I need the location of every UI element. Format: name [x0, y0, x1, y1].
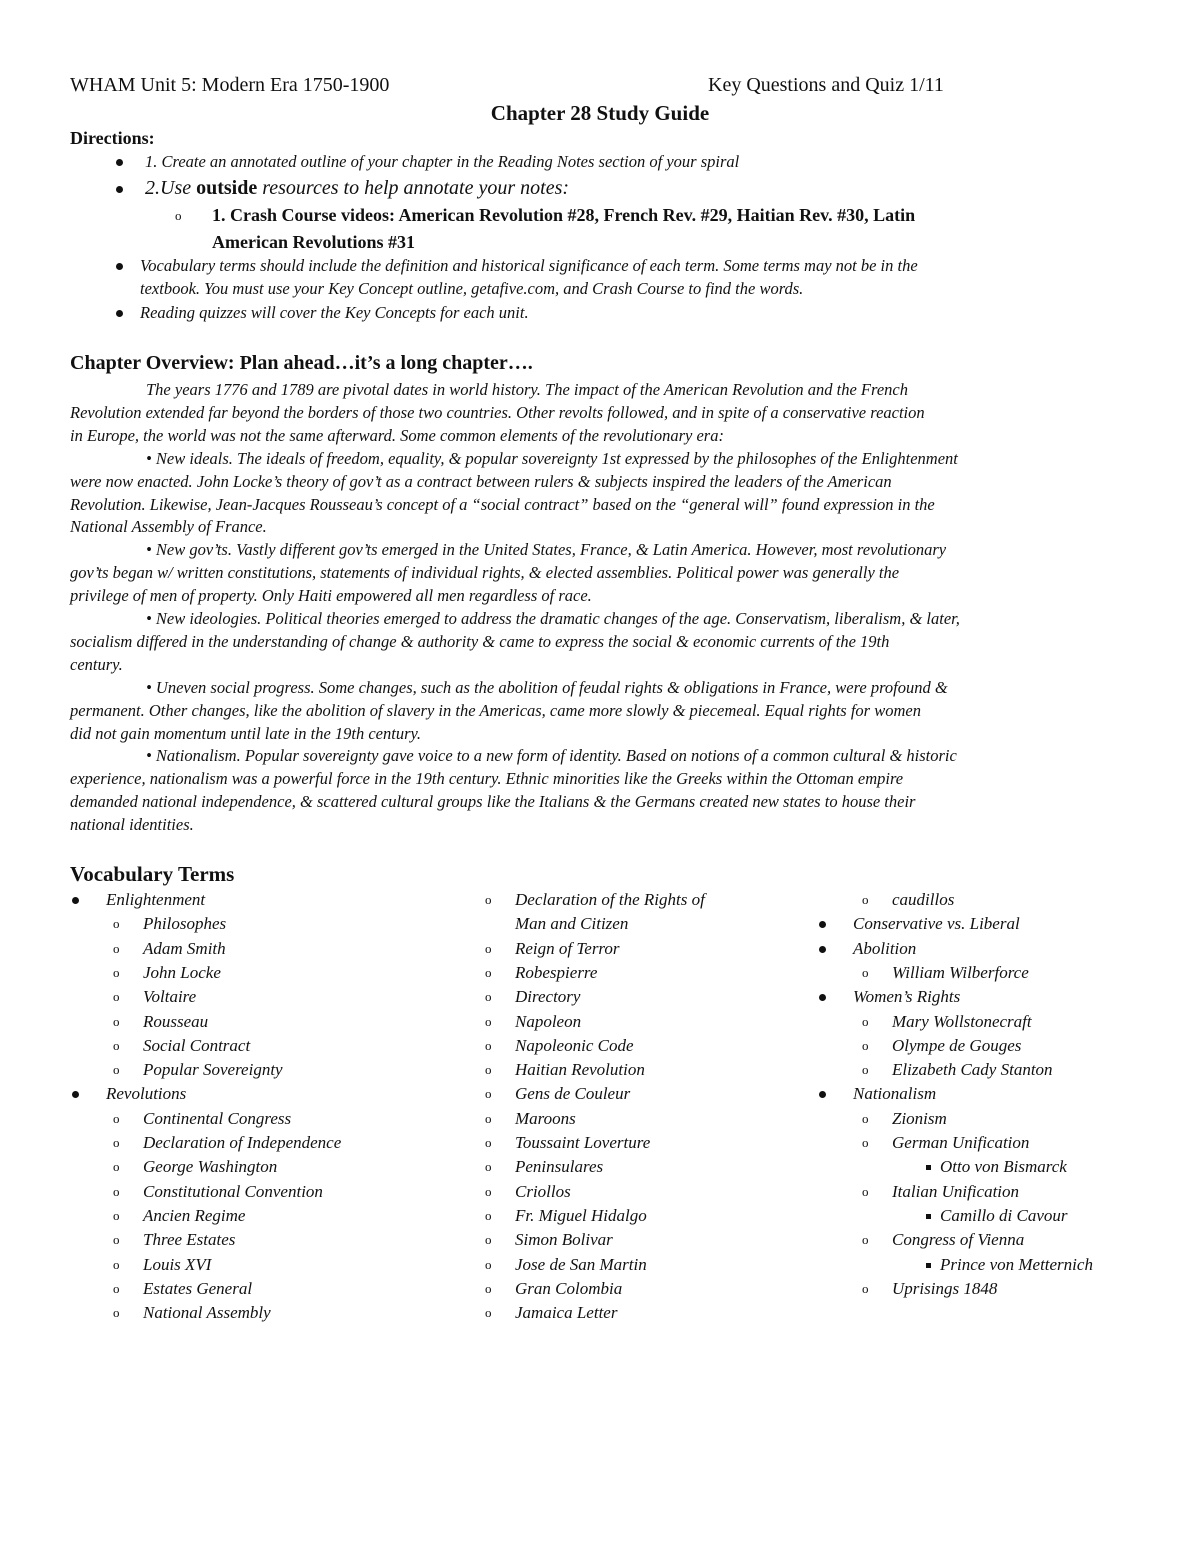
vocab-term: Napoleonic Code	[515, 1035, 634, 1055]
circle-bullet-icon: o	[485, 1232, 492, 1248]
vocab-term: Jose de San Martin	[515, 1254, 647, 1274]
bullet-icon	[116, 159, 123, 166]
bullet-icon	[116, 186, 123, 193]
vocab-term: Toussaint Loverture	[515, 1133, 651, 1152]
circle-bullet-icon: o	[485, 940, 492, 956]
vocab-term: Maroons	[515, 1108, 576, 1128]
bullet-icon	[116, 263, 123, 270]
circle-bullet-icon: o	[485, 989, 492, 1005]
circle-bullet-icon: o	[113, 989, 120, 1005]
vocab-term: George Washington	[143, 1157, 278, 1177]
vocab-term: Directory	[515, 987, 581, 1007]
overview-line: were now enacted. John Locke’s theory of gov’t as a contract between rulers & subjects inspired the leaders of the American	[70, 471, 892, 491]
vocab-term: caudillos	[892, 890, 955, 909]
vocab-term: Congress of Vienna	[892, 1230, 1025, 1250]
vocab-term: Conservative vs. Liberal	[853, 914, 1020, 934]
vocab-term: William Wilberforce	[892, 962, 1029, 982]
circle-bullet-icon: o	[485, 1135, 492, 1150]
vocab-term: Continental Congress	[143, 1108, 292, 1128]
direction-item-2	[145, 177, 569, 200]
bullet-icon	[819, 921, 826, 928]
vocab-term: Voltaire	[143, 987, 197, 1007]
circle-bullet-icon: o	[175, 208, 182, 223]
circle-bullet-icon: o	[113, 1037, 120, 1053]
vocab-term: Zionism	[892, 1108, 947, 1128]
vocab-term: Revolutions	[106, 1084, 187, 1104]
square-bullet-icon	[926, 1263, 931, 1268]
direction-item-4: Reading quizzes will cover the Key Concepts for each unit.	[140, 303, 529, 322]
circle-bullet-icon: o	[862, 1183, 869, 1199]
circle-bullet-icon: o	[485, 1183, 492, 1199]
circle-bullet-icon: o	[113, 1135, 120, 1150]
square-bullet-icon	[926, 1214, 931, 1219]
bullet-icon	[72, 1091, 79, 1098]
vocab-term: Constitutional Convention	[143, 1181, 323, 1201]
overview-line: • Uneven social progress. Some changes, such as the abolition of feudal rights & obligations in France, were profound &	[146, 677, 948, 697]
header-left: WHAM Unit 5: Modern Era 1750-1900	[70, 74, 390, 96]
circle-bullet-icon: o	[862, 1280, 869, 1296]
circle-bullet-icon: o	[113, 1280, 120, 1296]
circle-bullet-icon: o	[113, 1013, 120, 1029]
circle-bullet-icon: o	[113, 1110, 120, 1126]
vocabulary-heading: Vocabulary Terms	[70, 862, 235, 886]
overview-line: The years 1776 and 1789 are pivotal dates in world history. The impact of the American Revolution and the French	[146, 380, 908, 399]
vocab-term: Simon Bolivar	[515, 1230, 613, 1250]
page-title: Chapter 28 Study Guide	[490, 101, 710, 125]
circle-bullet-icon: o	[862, 1037, 869, 1053]
header-right: Key Questions and Quiz 1/11	[708, 74, 944, 96]
direction-item-2-post: resources to help annotate your notes:	[257, 177, 570, 199]
vocab-term: Louis XVI	[143, 1254, 212, 1274]
vocab-term: Napoleon	[515, 1011, 582, 1031]
overview-heading: Chapter Overview: Plan ahead…it’s a long chapter….	[70, 352, 533, 374]
direction-item-2-bold: outside	[196, 177, 258, 199]
direction-item-3-line-1: Vocabulary terms should include the definition and historical significance of each term. Some terms may not be in the	[140, 256, 918, 275]
circle-bullet-icon: o	[113, 964, 120, 980]
circle-bullet-icon: o	[862, 1110, 869, 1126]
overview-line: • New gov’ts. Vastly different gov’ts emerged in the United States, France, & Latin America. However, most revolutionary	[146, 540, 947, 560]
overview-line: privilege of men of property. Only Haiti empowered all men regardless of race.	[70, 586, 592, 606]
circle-bullet-icon: o	[113, 1207, 120, 1223]
overview-line: socialism differed in the understanding of change & authority & came to express the social & economic currents of the 19th	[70, 631, 890, 651]
overview-line: Revolution extended far beyond the borders of those two countries. Other revolts followed, and in spite of a conservative reaction	[70, 402, 925, 422]
vocab-term: Social Contract	[143, 1035, 251, 1055]
direction-item-1: 1. Create an annotated outline of your chapter in the Reading Notes section of your spiral	[145, 152, 740, 171]
circle-bullet-icon: o	[113, 916, 120, 932]
vocab-term: Reign of Terror	[515, 938, 620, 958]
vocab-term: Gens de Couleur	[515, 1084, 631, 1104]
overview-line: in Europe, the world was not the same afterward. Some common elements of the revolutionary era:	[70, 425, 724, 445]
vocab-term: John Locke	[143, 962, 221, 982]
bullet-icon	[819, 946, 826, 953]
vocab-term: Nationalism	[853, 1084, 937, 1104]
circle-bullet-icon: o	[862, 1232, 869, 1248]
overview-line: national identities.	[70, 815, 194, 835]
vocab-term: Jamaica Letter	[515, 1303, 618, 1323]
vocab-term: Estates General	[143, 1278, 253, 1298]
vocab-term: Ancien Regime	[143, 1205, 246, 1225]
vocab-term: Robespierre	[515, 962, 598, 982]
vocab-term: Enlightenment	[106, 890, 206, 909]
bullet-icon	[819, 1091, 826, 1098]
vocab-term: Popular Sovereignty	[143, 1060, 283, 1080]
vocab-term: Philosophes	[143, 914, 227, 934]
vocab-term: National Assembly	[143, 1303, 271, 1323]
circle-bullet-icon: o	[113, 1159, 120, 1175]
crash-course-line-2: American Revolutions #31	[212, 232, 415, 252]
vocab-term: Italian Unification	[892, 1181, 1020, 1201]
overview-line: gov’ts began w/ written constitutions, statements of individual rights, & elected assemblies. Political power was generally the	[70, 563, 900, 583]
circle-bullet-icon: o	[485, 1110, 492, 1126]
circle-bullet-icon: o	[485, 1256, 492, 1272]
circle-bullet-icon: o	[862, 1135, 869, 1150]
vocab-term: Olympe de Gouges	[892, 1035, 1022, 1055]
crash-course-line-1: 1. Crash Course videos: American Revolution #28, French Rev. #29, Haitian Rev. #30, Latin	[212, 205, 916, 225]
vocab-term: Fr. Miguel Hidalgo	[515, 1205, 647, 1225]
overview-line: century.	[70, 654, 123, 674]
overview-line: did not gain momentum until late in the 19th century.	[70, 723, 422, 743]
circle-bullet-icon: o	[113, 1062, 120, 1078]
circle-bullet-icon: o	[485, 1013, 492, 1029]
bullet-icon	[72, 897, 79, 904]
vocab-term: Rousseau	[143, 1011, 209, 1031]
vocab-term: Camillo di Cavour	[940, 1205, 1068, 1225]
circle-bullet-icon: o	[485, 964, 492, 980]
vocab-term: Elizabeth Cady Stanton	[892, 1060, 1053, 1080]
overview-line: • New ideologies. Political theories emerged to address the dramatic changes of the age. Conservatism, liberalism, & later,	[146, 609, 960, 628]
vocab-term: Abolition	[853, 938, 917, 958]
bullet-icon	[819, 994, 826, 1001]
circle-bullet-icon: o	[485, 1086, 492, 1102]
vocab-term: Criollos	[515, 1181, 571, 1201]
direction-item-3-line-2: textbook. You must use your Key Concept outline, getafive.com, and Crash Course to find the words.	[140, 279, 804, 298]
circle-bullet-icon: o	[485, 1207, 492, 1223]
vocab-term: Women’s Rights	[853, 987, 961, 1007]
vocab-term: Declaration of the Rights of Man and Citizen	[515, 890, 705, 934]
circle-bullet-icon: o	[113, 1256, 120, 1272]
circle-bullet-icon: o	[113, 940, 120, 956]
circle-bullet-icon: o	[113, 1183, 120, 1199]
overview-line: Revolution. Likewise, Jean-Jacques Rousseau’s concept of a “social contract” based on the “general will” found expression in the	[70, 494, 935, 514]
circle-bullet-icon: o	[862, 1062, 869, 1078]
vocab-term: Haitian Revolution	[515, 1060, 645, 1080]
vocab-term: Declaration of Independence	[143, 1133, 342, 1152]
square-bullet-icon	[926, 1165, 931, 1170]
bullet-icon	[116, 310, 123, 317]
circle-bullet-icon: o	[485, 1037, 492, 1053]
vocab-term: Gran Colombia	[515, 1278, 623, 1298]
vocab-term: German Unification	[892, 1133, 1030, 1152]
direction-item-2-pre: 2.Use	[145, 177, 197, 199]
overview-line: demanded national independence, & scattered cultural groups like the Italians & the Germans created new states to house their	[70, 792, 916, 812]
vocab-term: Uprisings 1848	[892, 1278, 998, 1298]
circle-bullet-icon: o	[485, 1159, 492, 1175]
overview-line: experience, nationalism was a powerful force in the 19th century. Ethnic minorities like the Greeks within the Ottoman empire	[70, 769, 904, 789]
circle-bullet-icon: o	[485, 892, 492, 907]
circle-bullet-icon: o	[862, 964, 869, 980]
circle-bullet-icon: o	[113, 1232, 120, 1248]
circle-bullet-icon: o	[113, 1305, 120, 1321]
overview-line: • Nationalism. Popular sovereignty gave voice to a new form of identity. Based on notions of a common cultural & historic	[146, 746, 957, 766]
vocab-term: Adam Smith	[143, 938, 226, 958]
circle-bullet-icon: o	[862, 892, 869, 907]
circle-bullet-icon: o	[485, 1280, 492, 1296]
overview-line: National Assembly of France.	[70, 517, 267, 537]
vocab-term: Three Estates	[143, 1230, 236, 1250]
vocab-term: Mary Wollstonecraft	[892, 1011, 1032, 1031]
vocab-term: Peninsulares	[515, 1157, 604, 1177]
directions-heading: Directions:	[70, 128, 155, 148]
circle-bullet-icon: o	[485, 1305, 492, 1321]
overview-line: • New ideals. The ideals of freedom, equality, & popular sovereignty 1st expressed by the philosophes of the Enlightenment	[146, 448, 958, 468]
vocab-term: Prince von Metternich	[940, 1254, 1093, 1274]
vocab-term: Otto von Bismarck	[940, 1157, 1067, 1177]
overview-line: permanent. Other changes, like the abolition of slavery in the Americas, came more slowly & piecemeal. Equal rights for women	[70, 700, 921, 720]
circle-bullet-icon: o	[485, 1062, 492, 1078]
circle-bullet-icon: o	[862, 1013, 869, 1029]
